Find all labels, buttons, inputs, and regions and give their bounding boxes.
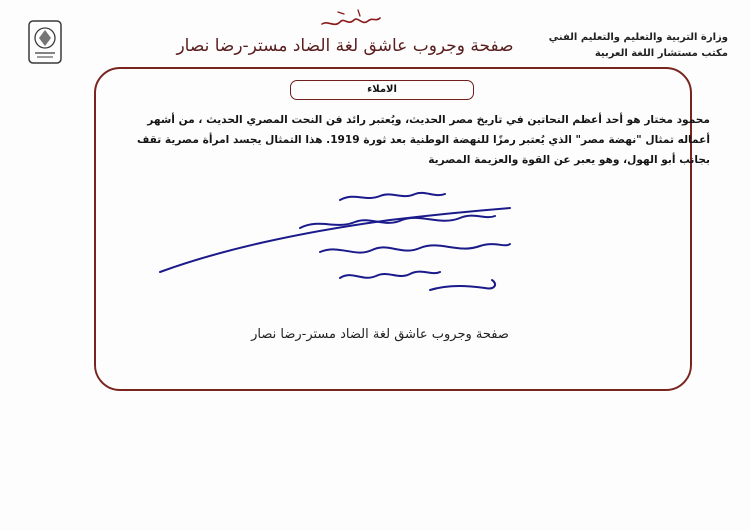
ministry-header <box>549 30 728 62</box>
page-title: صفحة وجروب عاشق لغة الضاد مستر-رضا نصار <box>176 36 514 56</box>
text-line: محمود مختار هو أحد أعظم النحاتين في تاريخ مصر الحديث، ويُعتبر رائد فن النحت المصري الحديث ، من أشهر <box>147 114 710 126</box>
section-heading: الاملاء <box>290 80 474 100</box>
ministry-emblem-icon <box>28 20 62 64</box>
dictation-text <box>100 110 710 170</box>
office-name: مكتب مستشار اللغة العربية <box>594 48 728 59</box>
ministry-name: وزارة التربية والتعليم والتعليم الفني <box>548 32 728 43</box>
text-line: بجانب أبو الهول، وهو يعبر عن القوة والعزيمة المصرية <box>428 154 710 166</box>
handwritten-signature <box>140 180 540 320</box>
footer-credit: صفحة وجروب عاشق لغة الضاد مستر-رضا نصار <box>251 327 509 342</box>
text-line: أعماله تمثال "نهضة مصر" الذي يُعتبر رمزًا للنهضة الوطنية بعد ثورة 1919. هذا التمثال يجسد امرأة مصرية تقف <box>137 134 710 146</box>
title-signature <box>318 2 384 34</box>
